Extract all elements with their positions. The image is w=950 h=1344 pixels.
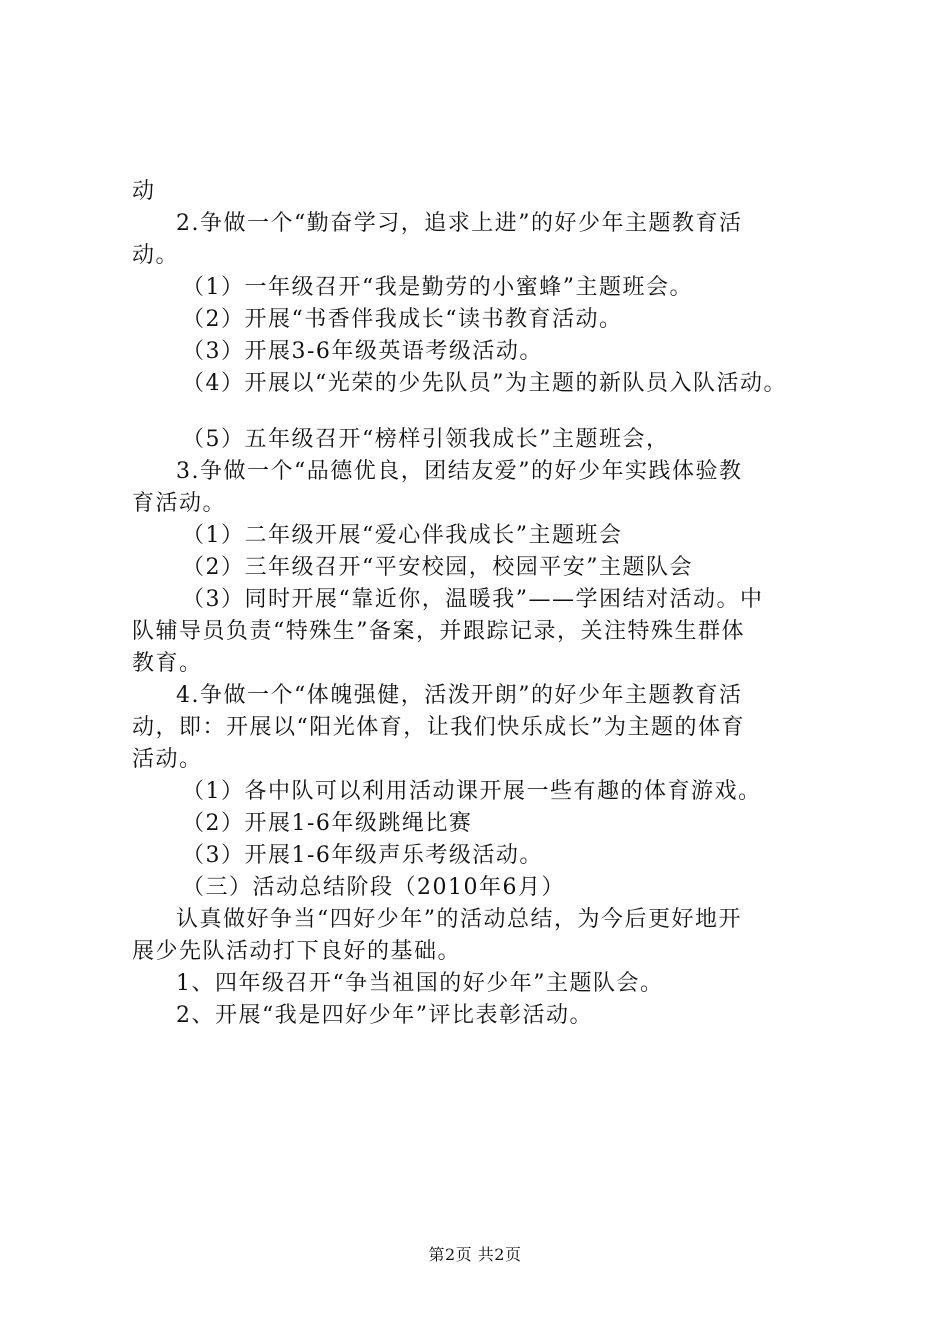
document-line: （2）开展1-6年级跳绳比赛 <box>182 811 473 836</box>
document-line: （1）二年级开展“爱心伴我成长”主题班会 <box>182 523 623 548</box>
document-line: 育活动。 <box>132 491 227 516</box>
document-line: 1、四年级召开“争当祖国的好少年”主题队会。 <box>176 971 664 996</box>
document-line: （5）五年级召开“榜样引领我成长”主题班会， <box>182 427 670 452</box>
paragraph-gap <box>132 400 842 424</box>
document-line: 展少先队活动打下良好的基础。 <box>132 939 462 964</box>
document-line: 2.争做一个“勤奋学习，追求上进”的好少年主题教育活 <box>176 211 743 236</box>
document-line: 队辅导员负责“特殊生”备案，并跟踪记录，关注特殊生群体 <box>132 619 745 644</box>
document-line: 教育。 <box>132 651 203 676</box>
page-footer: 第2页 共2页 <box>428 1245 522 1264</box>
document-line: 3.争做一个“品德优良，团结友爱”的好少年实践体验教 <box>176 459 743 484</box>
document-line: 2、开展“我是四好少年”评比表彰活动。 <box>176 1003 593 1028</box>
document-line: （1）各中队可以利用活动课开展一些有趣的体育游戏。 <box>182 779 762 804</box>
document-line: 活动。 <box>132 747 203 772</box>
document-body <box>132 176 842 1032</box>
document-line: 认真做好争当“四好少年”的活动总结，为今后更好地开 <box>176 907 742 932</box>
document-line: 动，即：开展以“阳光体育，让我们快乐成长”为主题的体育 <box>132 715 745 740</box>
document-line: （3）开展3-6年级英语考级活动。 <box>182 339 543 364</box>
document-line: 动 <box>132 179 156 204</box>
document-line: （2）三年级召开“平安校园，校园平安”主题队会 <box>182 555 693 580</box>
document-line: （4）开展以“光荣的少先队员”为主题的新队员入队活动。 <box>182 371 787 396</box>
document-line: （三）活动总结阶段（2010年6月） <box>182 875 565 900</box>
document-line: （2）开展“书香伴我成长“读书教育活动。 <box>182 307 623 332</box>
document-line: （3）同时开展“靠近你，温暖我”——学困结对活动。中 <box>182 587 764 612</box>
document-line: 动。 <box>132 243 180 268</box>
document-line: 4.争做一个“体魄强健，活泼开朗”的好少年主题教育活 <box>176 683 743 708</box>
document-line: （3）开展1-6年级声乐考级活动。 <box>182 843 543 868</box>
document-line: （1）一年级召开“我是勤劳的小蜜蜂”主题班会。 <box>182 275 693 300</box>
